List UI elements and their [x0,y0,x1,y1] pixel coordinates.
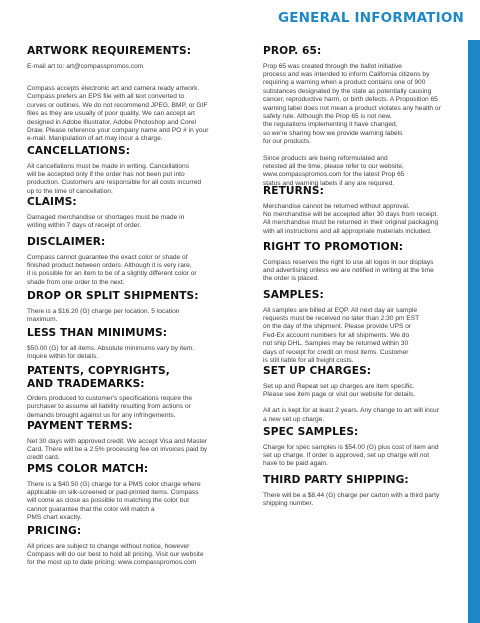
section-heading: PRICING: [27,525,82,537]
page-title: GENERAL INFORMATION [277,10,464,26]
section-heading: CLAIMS: [27,196,77,208]
section-text: All prices are subject to change without notice, however Compass will do our best to hold all pricing. Visit our website for the most up to date pricing: www.compasspromos.com [27,542,204,567]
section-text: Compass cannot guarantee the exact color or shade of finished product between orders. Although it is very rare, it is possible for an item to be of a slightly different color or shade from one order to the next. [27,253,197,286]
section-right-to-promotion [263,241,434,284]
section-drop-split-shipments [27,290,199,324]
section-text: Set up and Repeat set up charges are item specific. Please see item page or visit our website for details. [263,382,416,398]
section-disclaimer [27,236,197,287]
section-pms-color-match [27,463,201,523]
section-heading: RETURNS: [263,185,324,197]
section-heading: PATENTS, COPYRIGHTS, AND TRADEMARKS: [27,365,170,390]
section-text: Compass accepts electronic art and camera ready artwork. Compass prefers an EPS file with all text converted to curves or outlines. We do not recommend JPEG, BMP, or GIF files as they are usually of poor quality. We can accept art designed in Adobe Illustrator, Adobe Photoshop and Corel Draw. Please reference your company name and PO # in your e-mail. Manipulation of art may incur a charge. [27,84,209,143]
section-heading: PROP. 65: [263,45,322,57]
section-text: Orders produced to customer's specifications require the purchaser to assume all liability resulting from actions or demands brought against us for any infringements. [27,395,193,419]
section-text: Prop 65 was created through the ballot initiative process and was intended to inform California citizens by requiring a warning when a product contains one of 900 substances designated by the state as potentially causing cancer, reproductive harm, or birth defects. A Proposition 65 warning label does not mean a product violates any health or safety rule. Although the Prop 65 is not new, the regulations implementing it have changed, so we're sharing how we provide warning labels for our products. [263,62,441,146]
section-heading: DISCLAIMER: [27,236,106,248]
section-text: There is a $40.50 (G) charge for a PMS color charge where applicable on silk-screened or pad-printed items. Compass will come as close as possible to matching the color but cannot guarantee that the color will match a PMS chart exactly. [27,480,201,522]
section-spec-samples [263,426,439,469]
section-artwork-requirements [27,45,208,144]
section-pricing [27,525,204,568]
section-text: Merchandise cannot be returned without approval. No merchandise will be accepted after 30 days from receipt. All merchandise must be returned in their original packaging with all instructions and all appropriate materials included. [263,202,439,235]
section-heading: THIRD PARTY SHIPPING: [263,474,409,486]
section-patents-copyrights-trademarks [27,365,192,420]
section-heading: SPEC SAMPLES: [263,426,359,438]
page-header [0,10,480,30]
section-text: All samples are billed at EQP. All next day air sample requests must be received no later than 2:30 pm EST on the day of the shipment. Please provide UPS or Fed-Ex account numbers for all shipments. We do not ship DHL. Samples may be returned within 30 days of receipt for credit on most items. Customer is still liable for all freight costs. [263,306,420,364]
section-text: Damaged merchandise or shortages must be made in writing within 7 days of receipt of order. [27,213,185,229]
section-text: All art is kept for at least 2 years. Any change to art will incur a new set up charge. [263,407,439,423]
section-text: There is a $16.20 (G) charge per location. 5 location maximum. [27,307,180,323]
section-heading: PAYMENT TERMS: [27,420,133,432]
section-heading: ARTWORK REQUIREMENTS: [27,45,192,57]
section-text: Net 30 days with approved credit. We accept Visa and Master Card. There will be a 2.5% processing fee on invoices paid by credit card. [27,437,208,462]
section-heading: SAMPLES: [263,289,324,301]
section-text: All cancellations must be made in writing. Cancellations will be accepted only if the order has not been put into production. Customers are responsible for all costs incurred up to the time of cancellation. [27,162,202,195]
section-text: Since products are being reformulated and retested all the time, please refer to our website, www.compasspromos.com for the latest Prop 65 status and warning labels if any are required. [263,154,405,187]
section-heading: SET UP CHARGES: [263,365,372,377]
section-text: There will be a $8.44 (G) charge per carton with a third party shipping number. [263,491,440,507]
section-prop-65 [263,45,441,188]
section-less-than-minimums [27,327,194,361]
section-samples [263,289,419,365]
section-text: E-mail art to: art@compasspromos.com [27,62,144,70]
section-claims [27,196,184,230]
section-cancellations [27,145,201,196]
section-heading: RIGHT TO PROMOTION: [263,241,404,253]
section-returns [263,185,438,236]
section-text: Compass reserves the right to use all logos in our displays and advertising unless we are notified in writing at the time the order is placed. [263,258,434,283]
section-heading: PMS COLOR MATCH: [27,463,149,475]
section-payment-terms [27,420,207,463]
section-set-up-charges [263,365,439,424]
section-third-party-shipping [263,474,439,508]
section-text: Charge for spec samples is $54.00 (G) plus cost of item and set up charge. If order is approved, set up charge will not have to be paid again. [263,443,439,468]
section-heading: DROP OR SPLIT SHIPMENTS: [27,290,199,302]
section-heading: CANCELLATIONS: [27,145,131,157]
section-text: $50.00 (G) for all items. Absolute minimums vary by item. Inquire within for details. [27,344,195,360]
section-heading: LESS THAN MINIMUMS: [27,327,168,339]
side-accent-bar [468,40,480,623]
